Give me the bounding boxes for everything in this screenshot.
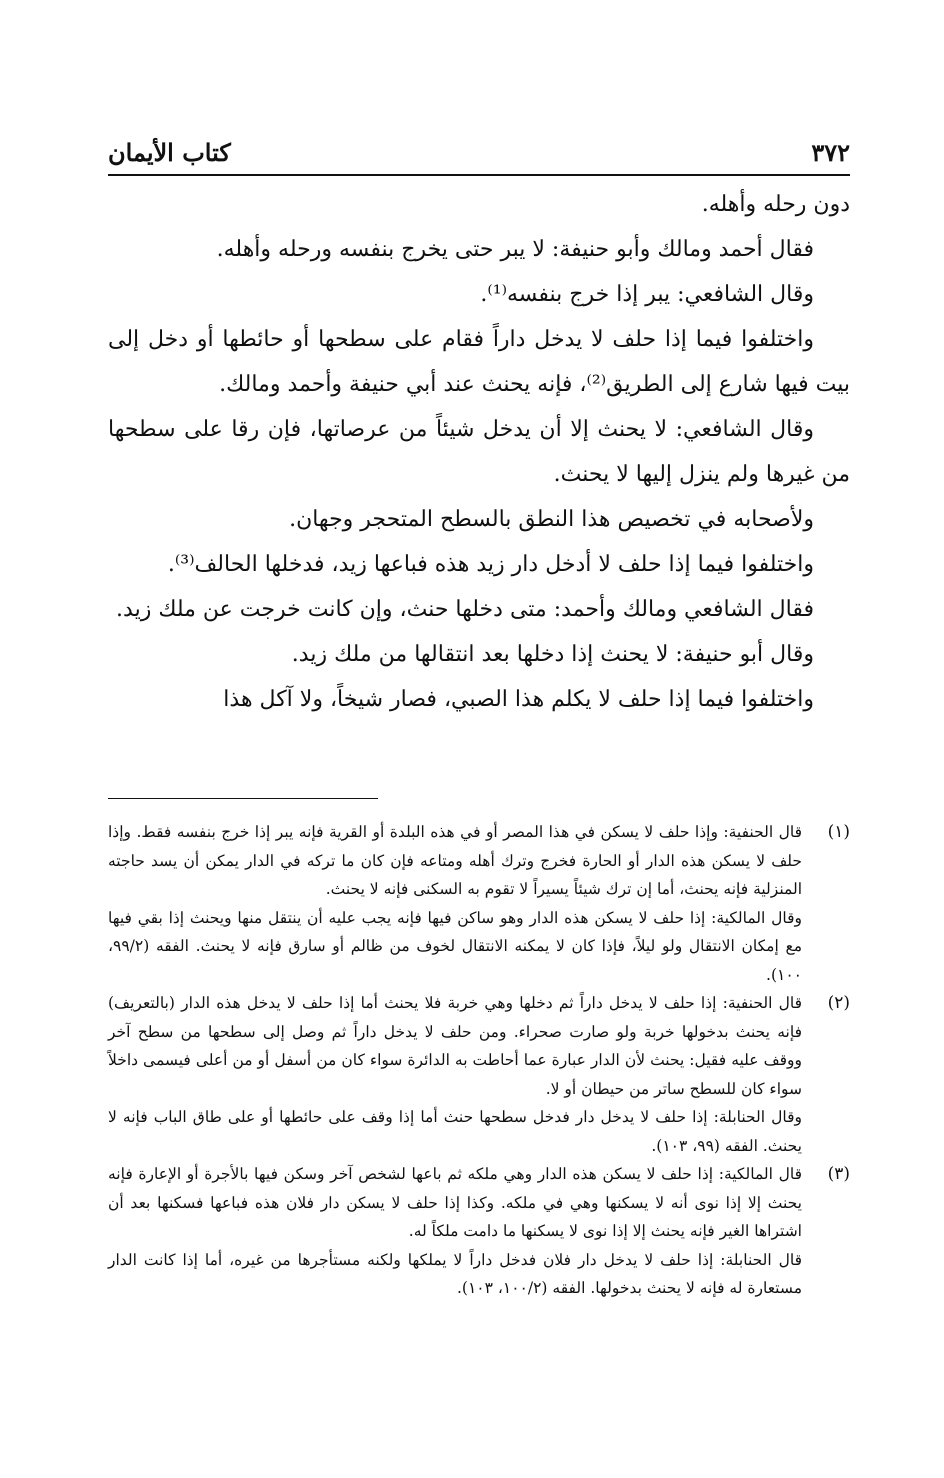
footnote <box>108 1160 850 1303</box>
footnote-text: وقال المالكية: إذا حلف لا يسكن هذه الدار وهو ساكن فيها فإنه يجب عليه أن ينتقل منها ويحنث إذا بقي فيها مع إمكان الانتقال ولو ليلاً، فإذا كان لا يمكنه الانتقال لخوف من ظالم أو سارق فإنه لا يحنث. الفقه (٩٩/٢، ١٠٠). <box>108 908 802 984</box>
footnote-number: (١) <box>827 822 850 842</box>
book-page <box>108 134 850 1297</box>
page-number: ٣٧٢ <box>811 138 850 167</box>
paragraph: واختلفوا فيما إذا حلف لا أدخل دار زيد هذه فباعها زيد، فدخلها الحالف⁽³⁾. <box>167 552 814 577</box>
paragraph: واختلفوا فيما إذا حلف لا يكلم هذا الصبي، فصار شيخاً، ولا آكل هذا <box>223 687 814 712</box>
footnote-text: قال الحنابلة: إذا حلف لا يدخل دار فلان فدخل داراً لا يملكها ولكنه مستأجرها من غيره، أما إذا كانت الدار مستعارة له فإنه لا يحنث بدخولها. الفقه (١٠٠/٢، ١٠٣). <box>108 1250 802 1297</box>
footnote-text: وقال الحنابلة: إذا حلف لا يدخل دار فدخل سطحها حنث أما إذا وقف على حائطها أو على طاق الباب فإنه لا يحنث. الفقه (٩٩، ١٠٣). <box>108 1108 802 1155</box>
paragraph: فقال أحمد ومالك وأبو حنيفة: لا يبر حتى يخرج بنفسه ورحله وأهله. <box>216 237 814 262</box>
main-text <box>108 182 850 722</box>
paragraph: واختلفوا فيما إذا حلف لا يدخل داراً فقام على سطحها أو حائطها أو دخل إلى بيت فيها شارع إلى الطريق⁽²⁾، فإنه يحنث عند أبي حنيفة وأحمد ومالك. <box>108 327 850 397</box>
footnotes <box>108 818 850 1303</box>
paragraph: وقال أبو حنيفة: لا يحنث إذا دخلها بعد انتقالها من ملك زيد. <box>291 642 814 667</box>
footnote-number: (٣) <box>827 1164 850 1184</box>
footnote <box>108 989 850 1160</box>
paragraph: فقال الشافعي ومالك وأحمد: متى دخلها حنث، وإن كانت خرجت عن ملك زيد. <box>116 597 814 622</box>
paragraph: وقال الشافعي: لا يحنث إلا أن يدخل شيئاً من عرصاتها، فإن رقا على سطحها من غيرها ولم ينزل إليها لا يحنث. <box>108 417 850 487</box>
footnote-divider <box>108 798 378 799</box>
footnote-number: (٢) <box>827 993 850 1013</box>
footnote <box>108 818 850 989</box>
footnote-text: قال المالكية: إذا حلف لا يسكن هذه الدار وهي ملكه ثم باعها لشخص آخر وسكن فيها بالأجرة أو الإعارة فإنه يحنث إلا إذا نوى أنه لا يسكنها وهي في ملكه. وكذا إذا حلف لا يسكن دار فلان هذه فباعها فسكنها بعد أن اشتراها الغير فإنه يحنث إلا إذا نوى لا يسكنها ما دامت ملكاً له. <box>108 1165 802 1240</box>
footnote-text: قال الحنفية: وإذا حلف لا يسكن في هذا المصر أو في هذه البلدة أو القرية فإنه يبر إذا خرج بنفسه فقط. وإذا حلف لا يسكن هذه الدار أو الحارة فخرج وترك أهله ومتاعه فإن كان ما تركه في الدار يمكن أن يسد حاجته المنزلية فإنه يحنث، أما إن ترك شيئاً يسيراً لا تقوم به السكنى فإنه لا يحنث. <box>108 823 802 898</box>
page-header <box>108 134 850 176</box>
paragraph: ولأصحابه في تخصيص هذا النطق بالسطح المتحجر وجهان. <box>289 507 814 532</box>
paragraph: دون رحله وأهله. <box>701 192 850 217</box>
paragraph: وقال الشافعي: يبر إذا خرج بنفسه⁽¹⁾. <box>480 282 814 307</box>
running-title: كتاب الأيمان <box>108 138 231 167</box>
footnote-text: قال الحنفية: إذا حلف لا يدخل داراً ثم دخلها وهي خربة فلا يحنث أما إذا حلف لا يدخل هذه الدار (بالتعريف) فإنه يحنث بدخولها خربة ولو صارت صحراء. ومن حلف لا يدخل داراً ثم وصل إلى سطحها من سطح آخر ووقف عليه فقيل: يحنث لأن الدار عبارة عما أحاطت به الدائرة سواء كان من أسفل أو من أعلى فيسمى داخلاً سواء كان للسطح ساتر من حيطان أو لا. <box>108 994 802 1098</box>
